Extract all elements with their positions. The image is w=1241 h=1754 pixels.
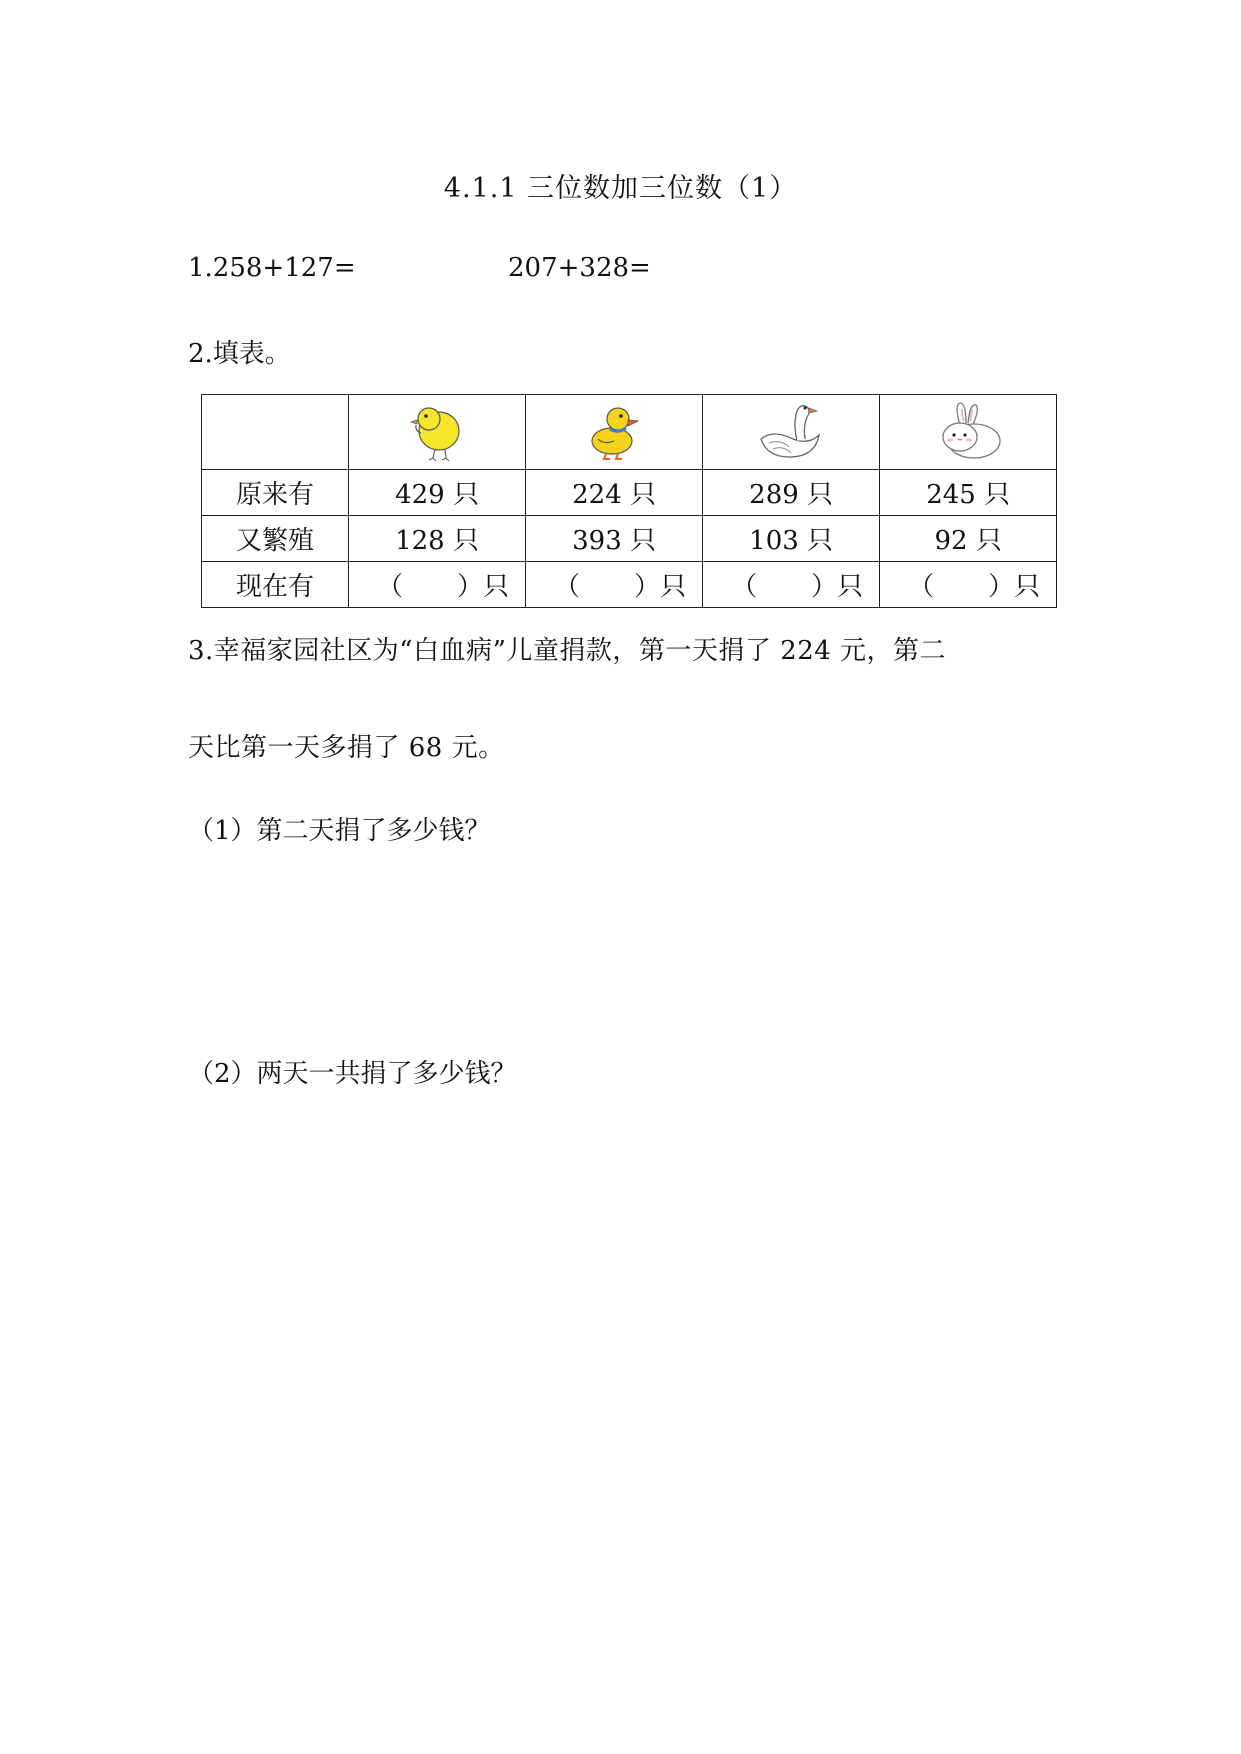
table-header-row — [202, 395, 1057, 470]
unit-label: 只 — [660, 572, 687, 602]
question-3-line-1: 3.幸福家园社区为“白血病”儿童捐款，第一天捐了 224 元，第二 — [188, 636, 947, 666]
table-row — [202, 562, 1057, 608]
duckling-icon — [584, 401, 644, 463]
table-row — [202, 516, 1057, 562]
question-1-expression-b: 207+328= — [508, 253, 651, 283]
table-corner-cell — [202, 395, 349, 470]
cell-original-rabbit: 245 只 — [880, 470, 1057, 516]
table-header-chick — [349, 395, 526, 470]
cell-now-chick[interactable] — [349, 562, 526, 608]
chick-icon — [407, 401, 467, 463]
cell-original-chick: 429 只 — [349, 470, 526, 516]
blank-open-paren: （ — [908, 572, 935, 602]
blank-open-paren: （ — [377, 572, 404, 602]
cell-bred-swan: 103 只 — [703, 516, 880, 562]
cell-now-rabbit[interactable] — [880, 562, 1057, 608]
unit-label: 只 — [837, 572, 864, 602]
cell-bred-rabbit: 92 只 — [880, 516, 1057, 562]
unit-label: 只 — [483, 572, 510, 602]
cell-bred-chick: 128 只 — [349, 516, 526, 562]
cell-now-duckling[interactable] — [526, 562, 703, 608]
row-label-bred: 又繁殖 — [202, 516, 349, 562]
animal-count-table — [201, 394, 1057, 608]
rabbit-icon — [930, 401, 1006, 463]
unit-label: 只 — [1014, 572, 1041, 602]
question-2-heading: 2.填表。 — [188, 339, 291, 369]
cell-original-duckling: 224 只 — [526, 470, 703, 516]
blank-close-paren: ） — [811, 572, 838, 602]
question-1-expression-a: 1.258+127= — [188, 253, 356, 283]
blank-close-paren: ） — [634, 572, 661, 602]
table-header-duckling — [526, 395, 703, 470]
row-label-original: 原来有 — [202, 470, 349, 516]
question-3-line-2: 天比第一天多捐了 68 元。 — [188, 733, 505, 763]
row-label-now: 现在有 — [202, 562, 349, 608]
table-row — [202, 470, 1057, 516]
question-3-sub-1: （1）第二天捐了多少钱？ — [188, 816, 491, 846]
blank-open-paren: （ — [554, 572, 581, 602]
cell-now-swan[interactable] — [703, 562, 880, 608]
blank-open-paren: （ — [731, 572, 758, 602]
table-header-swan — [703, 395, 880, 470]
swan-icon — [753, 399, 829, 465]
cell-bred-duckling: 393 只 — [526, 516, 703, 562]
table-header-rabbit — [880, 395, 1057, 470]
page-title: 4.1.1 三位数加三位数（1） — [443, 173, 798, 204]
blank-close-paren: ） — [457, 572, 484, 602]
blank-close-paren: ） — [988, 572, 1015, 602]
cell-original-swan: 289 只 — [703, 470, 880, 516]
question-3-sub-2: （2）两天一共捐了多少钱？ — [188, 1059, 517, 1089]
